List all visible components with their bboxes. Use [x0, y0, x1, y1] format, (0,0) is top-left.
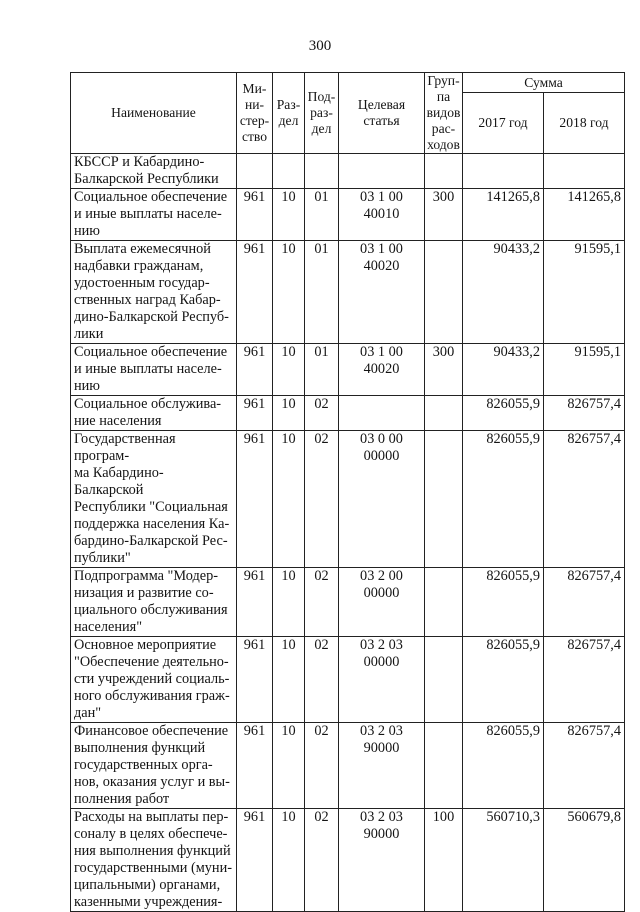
row-group — [425, 431, 463, 568]
row-target: 03 0 00 00000 — [339, 431, 425, 568]
row-section: 10 — [273, 241, 305, 344]
row-group — [425, 723, 463, 809]
row-group — [425, 568, 463, 637]
row-ministry: 961 — [237, 241, 273, 344]
row-sum-2017: 90433,2 — [463, 344, 544, 396]
row-subsection: 02 — [305, 809, 339, 912]
row-subsection: 02 — [305, 723, 339, 809]
header-sum: Сумма — [463, 73, 625, 93]
row-sum-2017: 826055,9 — [463, 396, 544, 431]
row-sum-2018: 91595,1 — [544, 344, 625, 396]
row-section: 10 — [273, 809, 305, 912]
row-sum-2018: 826757,4 — [544, 637, 625, 723]
row-name: Выплата ежемесячной надбавки гражданам, удостоенным государ- ственных наград Кабар- дино-Балкарской Респуб- лики — [71, 241, 237, 344]
row-ministry: 961 — [237, 431, 273, 568]
row-target: 03 2 03 90000 — [339, 809, 425, 912]
header-target: Целевая статья — [339, 73, 425, 154]
row-subsection: 01 — [305, 344, 339, 396]
row-sum-2017: 141265,8 — [463, 189, 544, 241]
row-section: 10 — [273, 568, 305, 637]
row-sum-2018: 560679,8 — [544, 809, 625, 912]
row-sum-2017: 826055,9 — [463, 568, 544, 637]
page-number: 300 — [308, 38, 332, 54]
row-ministry — [237, 154, 273, 189]
row-name: Социальное обеспечение и иные выплаты населе- нию — [71, 344, 237, 396]
row-sum-2018: 826757,4 — [544, 723, 625, 809]
row-ministry: 961 — [237, 723, 273, 809]
row-sum-2018: 826757,4 — [544, 431, 625, 568]
row-section: 10 — [273, 344, 305, 396]
row-sum-2017: 560710,3 — [463, 809, 544, 912]
row-target: 03 1 00 40010 — [339, 189, 425, 241]
table-row — [71, 809, 625, 912]
row-sum-2017 — [463, 154, 544, 189]
row-target: 03 2 03 00000 — [339, 637, 425, 723]
table-row — [71, 344, 625, 396]
row-group: 300 — [425, 189, 463, 241]
row-name: Основное мероприятие "Обеспечение деятельно- сти учреждений социаль- ного обслуживания граж- дан" — [71, 637, 237, 723]
row-group: 300 — [425, 344, 463, 396]
row-ministry: 961 — [237, 396, 273, 431]
row-section: 10 — [273, 189, 305, 241]
row-name: Социальное обслужива- ние населения — [71, 396, 237, 431]
row-sum-2017: 826055,9 — [463, 637, 544, 723]
row-subsection: 01 — [305, 241, 339, 344]
table-row — [71, 568, 625, 637]
table-row — [71, 396, 625, 431]
table-row — [71, 637, 625, 723]
header-year-2017: 2017 год — [463, 93, 544, 154]
table-row — [71, 154, 625, 189]
row-name: КБССР и Кабардино- Балкарской Республики — [71, 154, 237, 189]
row-section: 10 — [273, 431, 305, 568]
row-ministry: 961 — [237, 809, 273, 912]
header-section: Раз- дел — [273, 73, 305, 154]
row-group: 100 — [425, 809, 463, 912]
row-ministry: 961 — [237, 189, 273, 241]
row-sum-2018: 141265,8 — [544, 189, 625, 241]
row-section: 10 — [273, 637, 305, 723]
row-target: 03 2 00 00000 — [339, 568, 425, 637]
row-section: 10 — [273, 396, 305, 431]
row-sum-2018 — [544, 154, 625, 189]
row-subsection: 02 — [305, 396, 339, 431]
row-subsection: 02 — [305, 637, 339, 723]
row-ministry: 961 — [237, 344, 273, 396]
row-name: Расходы на выплаты пер- соналу в целях обеспече- ния выполнения функций государственными (муни- ципальными) органами, казенными учреждения- — [71, 809, 237, 912]
row-group — [425, 396, 463, 431]
row-target: 03 1 00 40020 — [339, 241, 425, 344]
row-group — [425, 154, 463, 189]
header-subsection: Под- раз- дел — [305, 73, 339, 154]
row-name: Подпрограмма "Модер- низация и развитие со- циального обслуживания населения" — [71, 568, 237, 637]
row-ministry: 961 — [237, 568, 273, 637]
row-ministry: 961 — [237, 637, 273, 723]
row-sum-2017: 826055,9 — [463, 431, 544, 568]
budget-table — [70, 72, 625, 912]
row-sum-2018: 91595,1 — [544, 241, 625, 344]
header-ministry: Ми- ни- стер- ство — [237, 73, 273, 154]
row-target: 03 1 00 40020 — [339, 344, 425, 396]
row-section — [273, 154, 305, 189]
row-group — [425, 637, 463, 723]
row-sum-2017: 826055,9 — [463, 723, 544, 809]
table-row — [71, 241, 625, 344]
row-subsection: 02 — [305, 568, 339, 637]
header-name: Наименование — [71, 73, 237, 154]
row-target: 03 2 03 90000 — [339, 723, 425, 809]
row-sum-2017: 90433,2 — [463, 241, 544, 344]
row-name: Финансовое обеспечение выполнения функций государственных орга- нов, оказания услуг и вы- полнения работ — [71, 723, 237, 809]
row-name: Государственная програм- ма Кабардино-Балкарской Республики "Социальная поддержка населения Ка- бардино-Балкарской Рес- публики" — [71, 431, 237, 568]
table-body — [71, 154, 625, 912]
table-row — [71, 431, 625, 568]
row-subsection: 02 — [305, 431, 339, 568]
row-subsection — [305, 154, 339, 189]
table-row — [71, 723, 625, 809]
row-sum-2018: 826757,4 — [544, 568, 625, 637]
row-name: Социальное обеспечение и иные выплаты населе- нию — [71, 189, 237, 241]
table-row — [71, 189, 625, 241]
header-year-2018: 2018 год — [544, 93, 625, 154]
row-target — [339, 396, 425, 431]
header-group: Груп- па видов рас- ходов — [425, 73, 463, 154]
row-sum-2018: 826757,4 — [544, 396, 625, 431]
row-group — [425, 241, 463, 344]
row-target — [339, 154, 425, 189]
row-subsection: 01 — [305, 189, 339, 241]
row-section: 10 — [273, 723, 305, 809]
